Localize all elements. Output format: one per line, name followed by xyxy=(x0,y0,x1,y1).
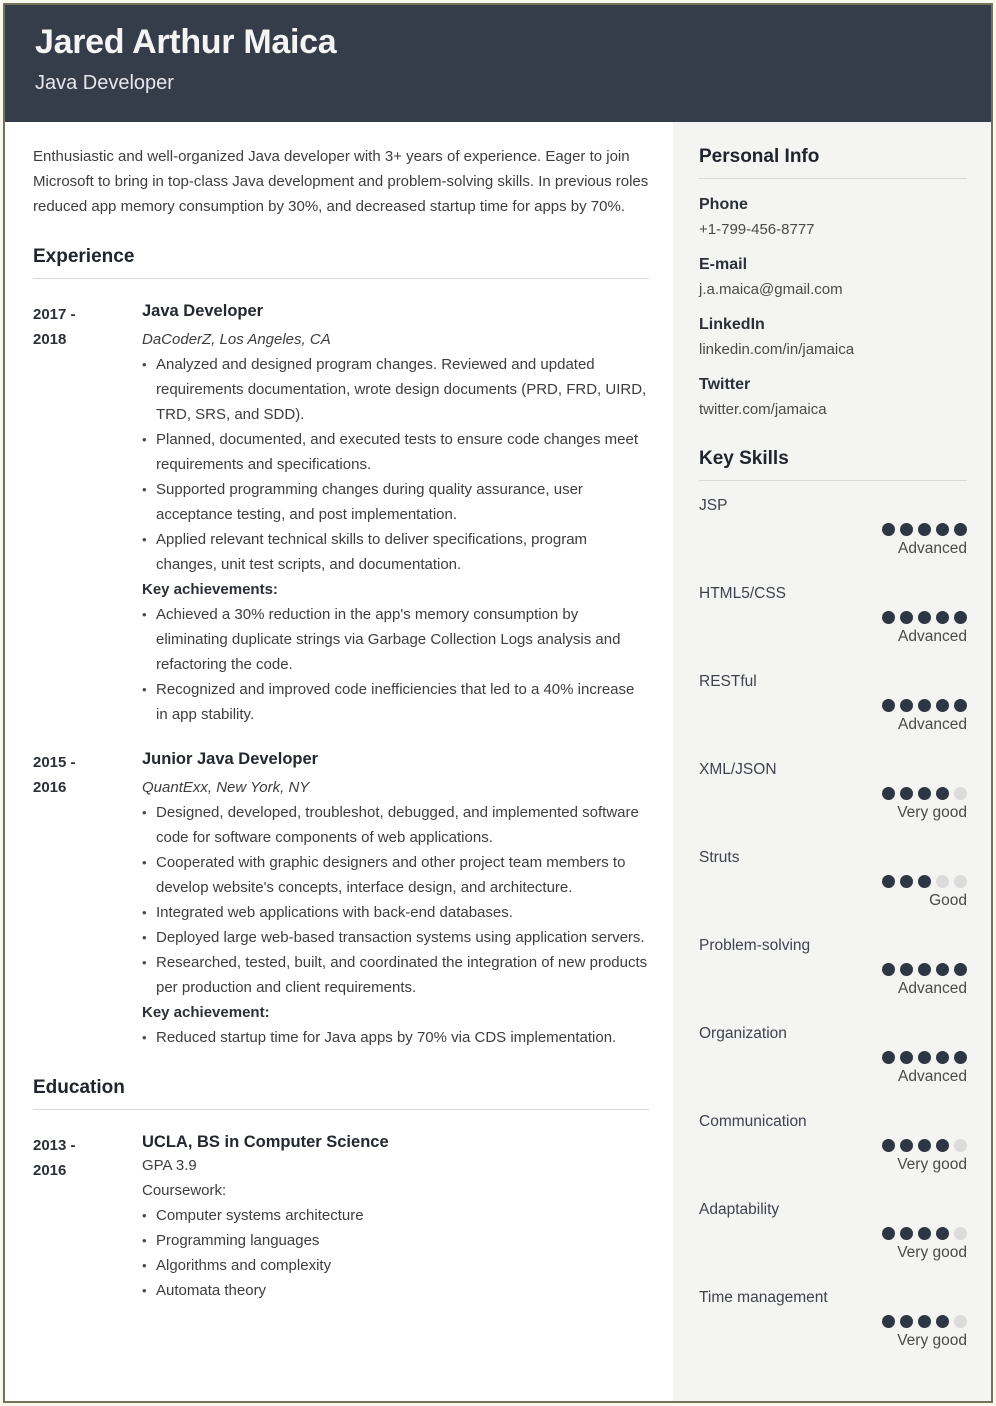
rating-dot-filled xyxy=(918,787,931,800)
skill-level-label: Advanced xyxy=(898,980,967,997)
skill-item xyxy=(699,496,967,559)
rating-dot-filled xyxy=(918,699,931,712)
entry-title: Junior Java Developer xyxy=(142,750,319,768)
rating-dot-filled xyxy=(936,787,949,800)
contact-item xyxy=(699,194,967,241)
entry-date-start: 2015 - xyxy=(33,754,76,771)
rating-dot-filled xyxy=(882,1227,895,1240)
skill-level-label: Very good xyxy=(897,1156,967,1173)
skill-level-label: Advanced xyxy=(898,628,967,645)
rating-dot-empty xyxy=(954,787,967,800)
rating-dot-filled xyxy=(954,1051,967,1064)
bullet-item: • Analyzed and designed program changes. Reviewed and updated requirements documentation, wrote design documents (PRD, FRD, UIRD, TRD, SRS, and SDD). xyxy=(142,352,649,427)
rating-dot-filled xyxy=(954,523,967,536)
entry-body xyxy=(142,300,649,727)
contact-item xyxy=(699,314,967,361)
skill-name: Communication xyxy=(699,1113,807,1130)
resume-entry xyxy=(33,1131,649,1303)
entry-date-start: 2017 - xyxy=(33,306,76,323)
rating-dot-filled xyxy=(882,699,895,712)
entry-date-start: 2013 - xyxy=(33,1137,76,1154)
skill-name: JSP xyxy=(699,497,728,514)
rating-dot-filled xyxy=(882,787,895,800)
skill-rating-dots xyxy=(699,699,967,712)
achievements-label: Key achievements: xyxy=(142,581,278,598)
rating-dot-filled xyxy=(882,1315,895,1328)
rating-dot-filled xyxy=(954,963,967,976)
entry-company: QuantExx, New York, NY xyxy=(142,779,310,796)
skill-rating-dots xyxy=(699,523,967,536)
rating-dot-filled xyxy=(882,611,895,624)
rating-dot-filled xyxy=(900,611,913,624)
contact-item xyxy=(699,254,967,301)
rating-dot-filled xyxy=(918,523,931,536)
rating-dot-filled xyxy=(882,963,895,976)
rating-dot-filled xyxy=(900,963,913,976)
skill-rating-dots xyxy=(699,1051,967,1064)
rating-dot-filled xyxy=(882,523,895,536)
skill-rating-dots xyxy=(699,1315,967,1328)
rating-dot-filled xyxy=(900,1315,913,1328)
bullet-item: • Recognized and improved code inefficiencies that led to a 40% increase in app stability. xyxy=(142,677,649,727)
skill-name: Struts xyxy=(699,849,740,866)
rating-dot-empty xyxy=(954,1139,967,1152)
skill-list xyxy=(699,496,967,1351)
bullet-item: • Researched, tested, built, and coordinated the integration of new products per production and client requirements. xyxy=(142,950,649,1000)
contact-list xyxy=(699,194,967,421)
rating-dot-filled xyxy=(936,963,949,976)
entry-bullet-list xyxy=(142,352,649,577)
rating-dot-empty xyxy=(954,1315,967,1328)
skill-name: Organization xyxy=(699,1025,787,1042)
skill-item xyxy=(699,584,967,647)
education-entries xyxy=(33,1131,649,1303)
bullet-item: • Reduced startup time for Java apps by 70% via CDS implementation. xyxy=(142,1025,649,1050)
skill-name: RESTful xyxy=(699,673,757,690)
rating-dot-filled xyxy=(936,1139,949,1152)
skill-item xyxy=(699,672,967,735)
rating-dot-filled xyxy=(882,1051,895,1064)
bullet-item: • Automata theory xyxy=(142,1278,649,1303)
resume-entry xyxy=(33,300,649,727)
entry-plain-line: Coursework: xyxy=(142,1182,227,1199)
bullet-item: • Designed, developed, troubleshot, debugged, and implemented software code for software components of web applications. xyxy=(142,800,649,850)
skill-level-label: Very good xyxy=(897,1244,967,1261)
bullet-item: • Integrated web applications with back-end databases. xyxy=(142,900,649,925)
rating-dot-empty xyxy=(936,875,949,888)
skill-level-label: Advanced xyxy=(898,1068,967,1085)
entry-date-range xyxy=(33,1131,142,1303)
skill-level-label: Advanced xyxy=(898,716,967,733)
entry-company: DaCoderZ, Los Angeles, CA xyxy=(142,331,331,348)
contact-value: j.a.maica@gmail.com xyxy=(699,281,843,298)
bullet-item: • Algorithms and complexity xyxy=(142,1253,649,1278)
skill-name: Problem-solving xyxy=(699,937,811,954)
skill-rating-dots xyxy=(699,1139,967,1152)
skill-level-label: Very good xyxy=(897,804,967,821)
skill-name: Time management xyxy=(699,1289,828,1306)
bullet-item: • Supported programming changes during quality assurance, user acceptance testing, and post implementation. xyxy=(142,477,649,527)
rating-dot-filled xyxy=(900,1139,913,1152)
personal-info-heading: Personal Info xyxy=(699,146,967,179)
rating-dot-filled xyxy=(918,875,931,888)
skill-rating-dots xyxy=(699,787,967,800)
bullet-item: • Planned, documented, and executed tests to ensure code changes meet requirements and specifications. xyxy=(142,427,649,477)
bullet-item: • Computer systems architecture xyxy=(142,1203,649,1228)
rating-dot-filled xyxy=(936,1051,949,1064)
experience-entries xyxy=(33,300,649,1050)
skill-item xyxy=(699,1112,967,1175)
rating-dot-filled xyxy=(900,523,913,536)
skill-rating-dots xyxy=(699,963,967,976)
skill-rating-dots xyxy=(699,875,967,888)
skill-item xyxy=(699,848,967,911)
contact-value: linkedin.com/in/jamaica xyxy=(699,341,855,358)
entry-date-end: 2018 xyxy=(33,331,67,348)
skill-rating-dots xyxy=(699,1227,967,1240)
page-frame xyxy=(3,3,993,1403)
rating-dot-filled xyxy=(918,1139,931,1152)
skill-level-label: Advanced xyxy=(898,540,967,557)
rating-dot-filled xyxy=(882,875,895,888)
contact-label: E-mail xyxy=(699,256,748,273)
bullet-item: • Deployed large web-based transaction systems using application servers. xyxy=(142,925,649,950)
rating-dot-empty xyxy=(954,875,967,888)
contact-item xyxy=(699,374,967,421)
entry-plain-line: GPA 3.9 xyxy=(142,1157,197,1174)
entry-date-end: 2016 xyxy=(33,779,67,796)
entry-date-end: 2016 xyxy=(33,1162,67,1179)
content-columns xyxy=(5,122,991,1401)
entry-body xyxy=(142,748,649,1050)
rating-dot-filled xyxy=(918,1227,931,1240)
key-skills-heading: Key Skills xyxy=(699,448,967,481)
education-section-heading: Education xyxy=(33,1077,649,1110)
rating-dot-filled xyxy=(900,1227,913,1240)
skill-name: Adaptability xyxy=(699,1201,780,1218)
contact-value: +1-799-456-8777 xyxy=(699,221,815,238)
bullet-item: • Cooperated with graphic designers and other project team members to develop website's concepts, interface design, and architecture. xyxy=(142,850,649,900)
rating-dot-filled xyxy=(900,699,913,712)
rating-dot-filled xyxy=(918,1051,931,1064)
skill-item xyxy=(699,1024,967,1087)
entry-body xyxy=(142,1131,649,1303)
skill-item xyxy=(699,936,967,999)
experience-section-heading: Experience xyxy=(33,246,649,279)
rating-dot-filled xyxy=(954,699,967,712)
sidebar-column xyxy=(673,122,991,1401)
person-name: Jared Arthur Maica xyxy=(35,23,337,61)
rating-dot-filled xyxy=(936,1315,949,1328)
skill-name: HTML5/CSS xyxy=(699,585,786,602)
rating-dot-filled xyxy=(900,875,913,888)
entry-date-range xyxy=(33,300,142,727)
contact-value: twitter.com/jamaica xyxy=(699,401,827,418)
contact-label: LinkedIn xyxy=(699,316,765,333)
rating-dot-filled xyxy=(918,611,931,624)
achievements-label: Key achievement: xyxy=(142,1004,270,1021)
rating-dot-filled xyxy=(936,1227,949,1240)
rating-dot-filled xyxy=(936,611,949,624)
rating-dot-filled xyxy=(954,611,967,624)
skill-level-label: Very good xyxy=(897,1332,967,1349)
skill-name: XML/JSON xyxy=(699,761,777,778)
rating-dot-empty xyxy=(954,1227,967,1240)
skill-item xyxy=(699,1200,967,1263)
skill-rating-dots xyxy=(699,611,967,624)
rating-dot-filled xyxy=(882,1139,895,1152)
achievements-bullet-list xyxy=(142,1025,649,1050)
bullet-item: • Applied relevant technical skills to deliver specifications, program changes, unit test scripts, and documentation. xyxy=(142,527,649,577)
entry-bullet-list xyxy=(142,800,649,1000)
entry-title: Java Developer xyxy=(142,302,264,320)
entry-date-range xyxy=(33,748,142,1050)
skill-item xyxy=(699,1288,967,1351)
rating-dot-filled xyxy=(900,787,913,800)
rating-dot-filled xyxy=(900,1051,913,1064)
skill-level-label: Good xyxy=(929,892,967,909)
contact-label: Phone xyxy=(699,196,748,213)
entry-bullet-list xyxy=(142,1203,649,1303)
bullet-item: • Programming languages xyxy=(142,1228,649,1253)
entry-title: UCLA, BS in Computer Science xyxy=(142,1133,389,1151)
main-column xyxy=(5,122,673,1401)
achievements-bullet-list xyxy=(142,602,649,727)
skill-item xyxy=(699,760,967,823)
rating-dot-filled xyxy=(918,1315,931,1328)
summary-paragraph: Enthusiastic and well-organized Java developer with 3+ years of experience. Eager to join Microsoft to bring in top-class Java development and problem-solving skills. In previous roles reduced app memory consumption by 30%, and decreased startup time for apps by 70%. xyxy=(33,148,649,215)
bullet-item: • Achieved a 30% reduction in the app's memory consumption by eliminating duplicate strings via Garbage Collection Logs analysis and refactoring the code. xyxy=(142,602,649,677)
resume-entry xyxy=(33,748,649,1050)
rating-dot-filled xyxy=(936,523,949,536)
rating-dot-filled xyxy=(918,963,931,976)
contact-label: Twitter xyxy=(699,376,751,393)
resume-header xyxy=(5,5,991,122)
rating-dot-filled xyxy=(936,699,949,712)
person-job-title: Java Developer xyxy=(35,72,174,94)
